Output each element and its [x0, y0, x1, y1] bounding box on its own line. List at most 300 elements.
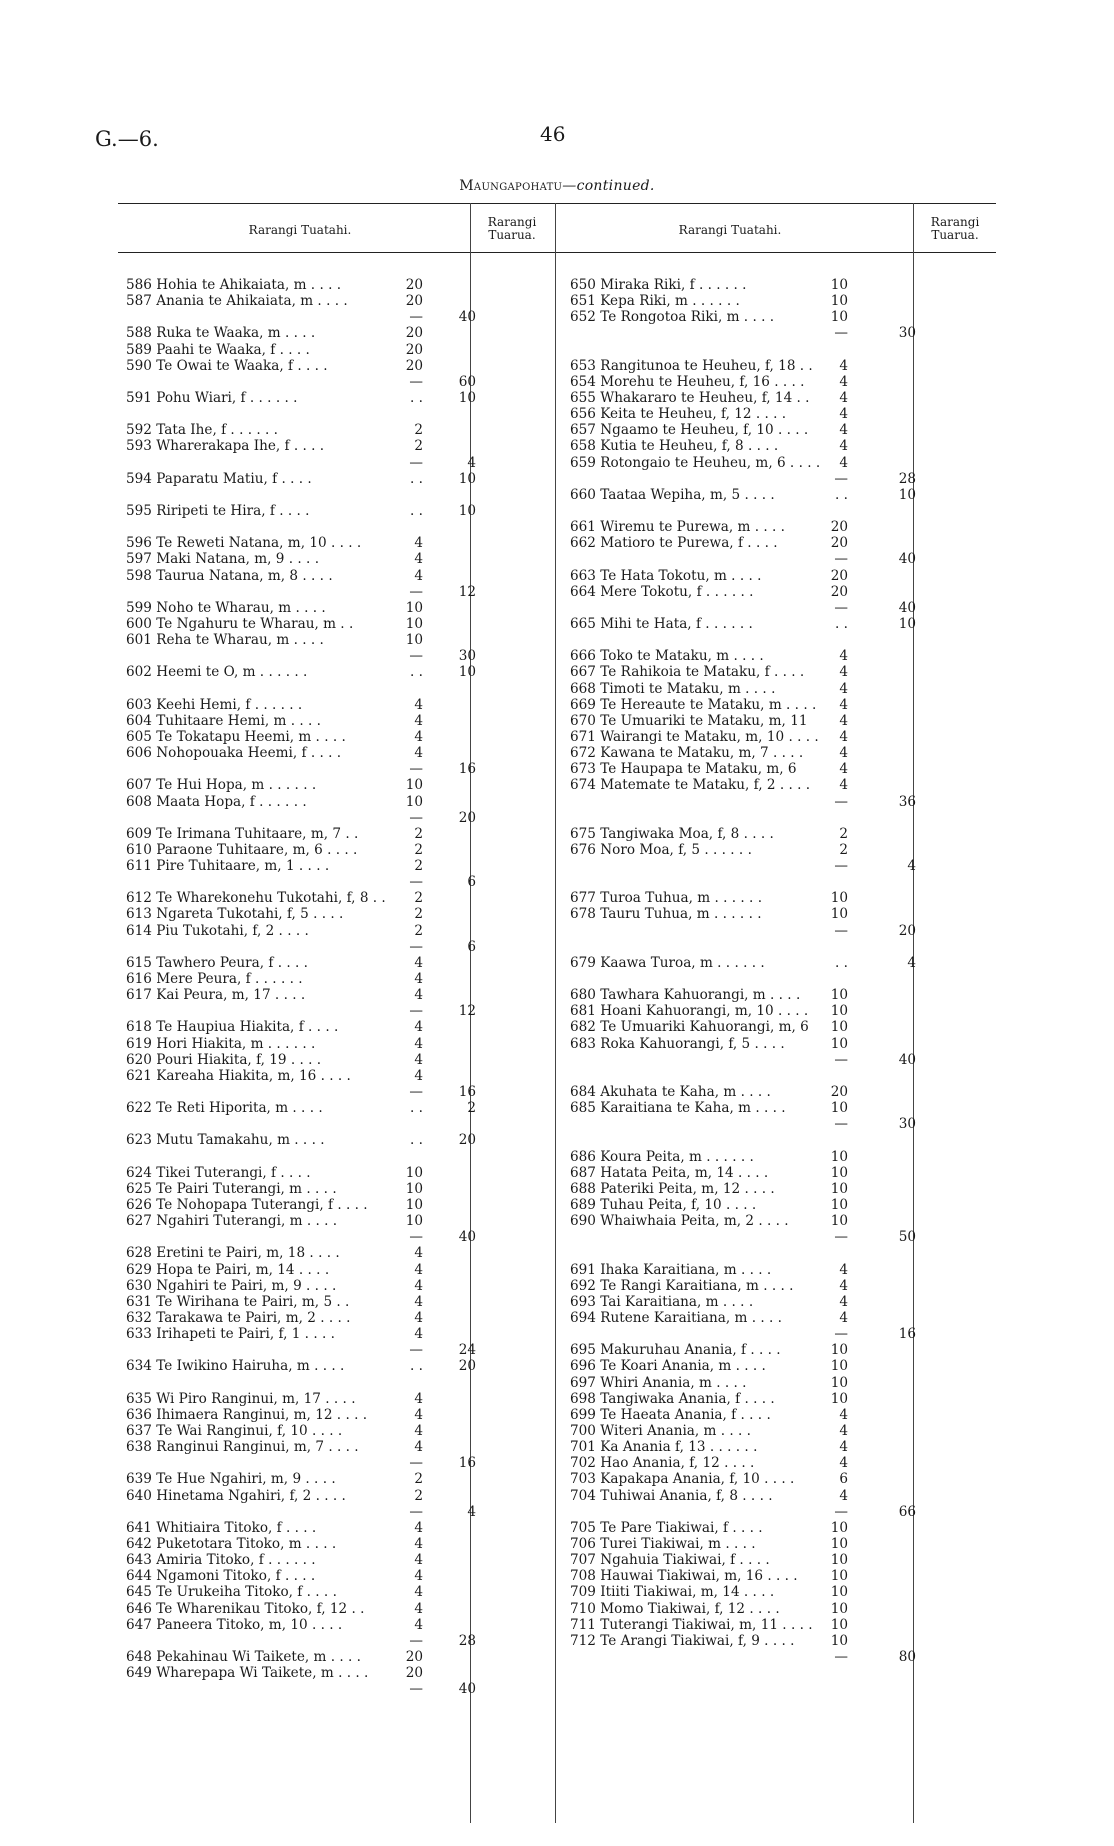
- list-item: [126, 632, 566, 648]
- entry-share: 20: [830, 583, 848, 600]
- entry-name: 600 Te Ngahuru te Wharau, m . .: [126, 615, 354, 632]
- entry-name: 586 Hohia te Ahikaiata, m . . . .: [126, 277, 342, 293]
- entry-share: 4: [839, 1406, 848, 1423]
- list-item: [126, 745, 566, 761]
- list-item: [126, 438, 566, 454]
- entry-share: 4: [414, 1584, 423, 1601]
- section-title-main: Maungapohatu: [459, 178, 563, 194]
- list-item: [570, 1391, 1002, 1407]
- list-item: [126, 810, 566, 826]
- left-column: [126, 277, 566, 1697]
- entry-share: 4: [839, 422, 848, 439]
- entry-share: 10: [830, 1035, 848, 1052]
- list-item: [570, 1084, 1002, 1100]
- entry-name: 628 Eretini te Pairi, m, 18 . . . .: [126, 1245, 340, 1262]
- entry-name: 672 Kawana te Mataku, m, 7 . . . .: [570, 745, 804, 762]
- entry-name: 663 Te Hata Tokotu, m . . . .: [570, 567, 762, 584]
- entry-name: 662 Matioro te Purewa, f . . . .: [570, 535, 778, 552]
- entry-share: 4: [839, 1455, 848, 1472]
- group-total: 20: [898, 922, 916, 939]
- list-item: [570, 1213, 1002, 1229]
- left-name-header: Rarangi Tuatahi.: [248, 223, 352, 237]
- entry-share: —: [409, 648, 423, 665]
- list-item: [570, 1149, 1002, 1165]
- list-item: [126, 1455, 566, 1471]
- entry-share: 4: [839, 389, 848, 406]
- list-item: [570, 455, 1002, 471]
- list-item: [570, 1568, 1002, 1584]
- entry-share: 4: [414, 1326, 423, 1343]
- entry-name: 701 Ka Anania f, 13 . . . . . .: [570, 1439, 758, 1456]
- list-item: [570, 1165, 1002, 1181]
- list-item: [570, 745, 1002, 761]
- list-item: [126, 535, 566, 551]
- entry-share: —: [834, 922, 848, 939]
- entry-name: 708 Hauwai Tiakiwai, m, 16 . . . .: [570, 1568, 798, 1585]
- list-item: [570, 1455, 1002, 1471]
- list-item: [570, 632, 1002, 648]
- entry-name: 627 Ngahiri Tuterangi, m . . . .: [126, 1213, 338, 1230]
- entry-name: 685 Karaitiana te Kaha, m . . . .: [570, 1100, 786, 1117]
- entry-name: 615 Tawhero Peura, f . . . .: [126, 954, 309, 971]
- group-total: 40: [458, 309, 476, 326]
- entry-name: 647 Paneera Titoko, m, 10 . . . .: [126, 1616, 343, 1633]
- list-item: [126, 568, 566, 584]
- list-item: [126, 939, 566, 955]
- list-item: [126, 1019, 566, 1035]
- entry-name: 629 Hopa te Pairi, m, 14 . . . .: [126, 1261, 330, 1278]
- list-item: [570, 697, 1002, 713]
- entry-share: 20: [830, 535, 848, 552]
- entry-name: 684 Akuhata te Kaha, m . . . .: [570, 1084, 771, 1101]
- entry-share: 20: [405, 1665, 423, 1682]
- entry-share: 2: [414, 841, 423, 858]
- group-total: 6: [467, 874, 476, 891]
- list-item: [126, 1197, 566, 1213]
- entry-name: 674 Matemate te Mataku, f, 2 . . . .: [570, 777, 811, 794]
- list-item: [126, 1633, 566, 1649]
- entry-name: 669 Te Hereaute te Mataku, m . . . .: [570, 696, 817, 713]
- entry-share: 10: [405, 615, 423, 632]
- entry-name: 689 Tuhau Peita, f, 10 . . . .: [570, 1197, 757, 1214]
- entry-name: 671 Wairangi te Mataku, m, 10 . . . .: [570, 728, 819, 745]
- entry-share: 4: [414, 954, 423, 971]
- entry-share: 4: [414, 1390, 423, 1407]
- entry-name: 698 Tangiwaka Anania, f . . . .: [570, 1390, 775, 1407]
- entry-name: 667 Te Rahikoia te Mataku, f . . . .: [570, 664, 805, 681]
- section-title-continued: —continued.: [562, 178, 655, 194]
- entry-name: 653 Rangitunoa te Heuheu, f, 18 . .: [570, 357, 813, 374]
- list-item: [570, 1262, 1002, 1278]
- entry-name: 622 Te Reti Hiporita, m . . . .: [126, 1100, 323, 1117]
- list-item: [570, 309, 1002, 325]
- list-item: [570, 648, 1002, 664]
- entry-share: 20: [830, 1084, 848, 1101]
- entry-share: 10: [830, 1358, 848, 1375]
- group-total: 10: [458, 389, 476, 406]
- list-item: [570, 471, 1002, 487]
- entry-name: 695 Makuruhau Anania, f . . . .: [570, 1342, 781, 1359]
- entry-share: 2: [414, 825, 423, 842]
- list-item: [570, 1036, 1002, 1052]
- list-item: [126, 777, 566, 793]
- group-total: 10: [898, 615, 916, 632]
- list-item: [126, 358, 566, 374]
- entry-share: 4: [414, 551, 423, 568]
- entry-share: 4: [414, 1245, 423, 1262]
- entry-share: 4: [839, 680, 848, 697]
- entry-name: 686 Koura Peita, m . . . . . .: [570, 1148, 754, 1165]
- entry-name: 650 Miraka Riki, f . . . . . .: [570, 277, 747, 293]
- entry-share: 10: [830, 1003, 848, 1020]
- entry-share: 4: [839, 454, 848, 471]
- list-item: [126, 858, 566, 874]
- group-total: 30: [458, 648, 476, 665]
- list-item: [126, 1100, 566, 1116]
- list-item: [126, 342, 566, 358]
- entry-share: 4: [414, 1439, 423, 1456]
- list-item: [126, 1665, 566, 1681]
- entry-share: —: [834, 1648, 848, 1665]
- entry-share: 4: [839, 664, 848, 681]
- entry-name: 677 Turoa Tuhua, m . . . . . .: [570, 890, 763, 907]
- list-item: [570, 390, 1002, 406]
- entry-share: 4: [839, 1487, 848, 1504]
- right-column: [570, 277, 1002, 1665]
- entry-name: 611 Pire Tuhitaare, m, 1 . . . .: [126, 858, 330, 875]
- entry-share: 20: [405, 341, 423, 358]
- entry-share: 10: [830, 1213, 848, 1230]
- entry-name: 660 Taataa Wepiha, m, 5 . . . .: [570, 486, 775, 503]
- entry-name: 709 Itiiti Tiakiwai, m, 14 . . . .: [570, 1584, 775, 1601]
- group-total: 6: [467, 938, 476, 955]
- entry-share: —: [409, 1229, 423, 1246]
- entry-share: 4: [414, 1552, 423, 1569]
- list-item: [126, 1375, 566, 1391]
- entry-name: 612 Te Wharekonehu Tukotahi, f, 8 . .: [126, 890, 386, 907]
- list-item: [126, 1358, 566, 1374]
- entry-share: 10: [830, 1552, 848, 1569]
- document-reference: G.—6.: [95, 127, 159, 151]
- list-item: [126, 616, 566, 632]
- entry-name: 665 Mihi te Hata, f . . . . . .: [570, 615, 753, 632]
- list-item: [126, 309, 566, 325]
- list-item: [126, 842, 566, 858]
- list-item: [570, 810, 1002, 826]
- group-total: 4: [467, 1503, 476, 1520]
- entry-name: 656 Keita te Heuheu, f, 12 . . . .: [570, 406, 787, 423]
- entry-share: . .: [835, 615, 848, 632]
- list-item: [126, 1584, 566, 1600]
- entry-share: 4: [414, 745, 423, 762]
- entry-name: 592 Tata Ihe, f . . . . . .: [126, 422, 278, 439]
- list-item: [570, 1229, 1002, 1245]
- entry-name: 603 Keehi Hemi, f . . . . . .: [126, 696, 303, 713]
- entry-name: 678 Tauru Tuhua, m . . . . . .: [570, 906, 762, 923]
- entry-name: 607 Te Hui Hopa, m . . . . . .: [126, 777, 317, 794]
- entry-name: 606 Nohopouaka Heemi, f . . . .: [126, 745, 342, 762]
- entry-share: —: [409, 1681, 423, 1698]
- entry-name: 638 Ranginui Ranginui, m, 7 . . . .: [126, 1439, 359, 1456]
- entry-name: 641 Whitiaira Titoko, f . . . .: [126, 1519, 317, 1536]
- right-name-header: Rarangi Tuatahi.: [678, 223, 782, 237]
- list-item: [126, 761, 566, 777]
- entry-name: 705 Te Pare Tiakiwai, f . . . .: [570, 1519, 763, 1536]
- list-item: [570, 681, 1002, 697]
- entry-share: 4: [414, 696, 423, 713]
- group-total: 20: [458, 1358, 476, 1375]
- list-item: [570, 1100, 1002, 1116]
- list-item: [570, 1471, 1002, 1487]
- entry-name: 632 Tarakawa te Pairi, m, 2 . . . .: [126, 1310, 351, 1326]
- entry-share: 2: [414, 438, 423, 455]
- entry-share: —: [409, 1342, 423, 1359]
- entry-name: 596 Te Reweti Natana, m, 10 . . . .: [126, 535, 362, 552]
- entry-share: 4: [414, 728, 423, 745]
- entry-share: 4: [839, 1261, 848, 1278]
- list-item: [570, 971, 1002, 987]
- entry-share: 4: [414, 1519, 423, 1536]
- entry-share: 20: [405, 1648, 423, 1665]
- entry-name: 676 Noro Moa, f, 5 . . . . . .: [570, 841, 752, 858]
- entry-share: 4: [414, 1406, 423, 1423]
- list-item: [570, 487, 1002, 503]
- entry-name: 651 Kepa Riki, m . . . . . .: [570, 293, 740, 310]
- entry-share: 20: [405, 277, 423, 293]
- group-total: 40: [898, 551, 916, 568]
- entry-name: 688 Pateriki Peita, m, 12 . . . .: [570, 1180, 775, 1197]
- list-item: [570, 1181, 1002, 1197]
- entry-name: 710 Momo Tiakiwai, f, 12 . . . .: [570, 1600, 780, 1617]
- entry-share: —: [409, 454, 423, 471]
- group-total: 16: [458, 761, 476, 778]
- entry-share: 4: [414, 1568, 423, 1585]
- entry-name: 655 Whakararo te Heuheu, f, 14 . .: [570, 389, 810, 406]
- entry-share: 4: [839, 357, 848, 374]
- entry-share: —: [834, 1229, 848, 1246]
- group-total: 20: [458, 809, 476, 826]
- entry-share: 4: [414, 987, 423, 1004]
- list-item: [126, 1278, 566, 1294]
- entry-name: 630 Ngahiri te Pairi, m, 9 . . . .: [126, 1277, 337, 1294]
- list-item: [570, 1488, 1002, 1504]
- entry-share: 10: [830, 987, 848, 1004]
- group-total: 40: [458, 1229, 476, 1246]
- group-total: 10: [458, 664, 476, 681]
- group-total: 16: [458, 1084, 476, 1101]
- entry-share: 4: [839, 648, 848, 665]
- list-item: [570, 535, 1002, 551]
- group-total: 4: [907, 954, 916, 971]
- entry-share: 4: [839, 438, 848, 455]
- entry-name: 687 Hatata Peita, m, 14 . . . .: [570, 1164, 769, 1181]
- entry-share: —: [409, 373, 423, 390]
- list-item: [570, 422, 1002, 438]
- entry-share: . .: [835, 954, 848, 971]
- entry-share: 2: [839, 841, 848, 858]
- list-item: [570, 826, 1002, 842]
- entry-share: 2: [414, 890, 423, 907]
- entry-name: 591 Pohu Wiari, f . . . . . .: [126, 389, 298, 406]
- entry-share: . .: [410, 470, 423, 487]
- list-item: [126, 487, 566, 503]
- list-item: [570, 503, 1002, 519]
- entry-share: 4: [839, 1277, 848, 1294]
- entry-share: 10: [830, 1390, 848, 1407]
- list-item: [126, 1391, 566, 1407]
- list-item: [126, 1149, 566, 1165]
- list-item: [570, 1520, 1002, 1536]
- table-header-rule: [118, 252, 996, 253]
- right-second-header: Rarangi Tuarua.: [930, 215, 980, 242]
- list-item: [126, 906, 566, 922]
- list-item: [126, 1084, 566, 1100]
- list-item: [126, 1036, 566, 1052]
- list-item: [126, 713, 566, 729]
- list-item: [126, 1165, 566, 1181]
- list-item: [126, 1342, 566, 1358]
- entry-share: . .: [410, 1100, 423, 1117]
- list-item: [126, 697, 566, 713]
- entry-name: 711 Tuterangi Tiakiwai, m, 11 . . . .: [570, 1616, 813, 1633]
- list-item: [126, 390, 566, 406]
- list-item: [126, 406, 566, 422]
- entry-name: 605 Te Tokatapu Heemi, m . . . .: [126, 728, 346, 745]
- list-item: [126, 1132, 566, 1148]
- list-item: [570, 1617, 1002, 1633]
- list-item: [126, 1488, 566, 1504]
- list-item: [126, 1617, 566, 1633]
- entry-share: —: [409, 1084, 423, 1101]
- entry-share: 10: [830, 1374, 848, 1391]
- entry-name: 604 Tuhitaare Hemi, m . . . .: [126, 712, 321, 729]
- entry-name: 617 Kai Peura, m, 17 . . . .: [126, 987, 306, 1004]
- entry-name: 673 Te Haupapa te Mataku, m, 6: [570, 761, 797, 778]
- list-item: [570, 1245, 1002, 1261]
- entry-share: 10: [830, 1568, 848, 1585]
- group-total: 50: [898, 1229, 916, 1246]
- entry-share: 4: [839, 406, 848, 423]
- entry-share: 10: [830, 890, 848, 907]
- list-item: [570, 568, 1002, 584]
- entry-share: 4: [414, 712, 423, 729]
- entry-share: 4: [414, 1600, 423, 1617]
- group-total: 30: [898, 1116, 916, 1133]
- list-item: [126, 1568, 566, 1584]
- entry-name: 645 Te Urukeiha Titoko, f . . . .: [126, 1584, 337, 1601]
- entry-name: 644 Ngamoni Titoko, f . . . .: [126, 1568, 316, 1585]
- list-item: [570, 1197, 1002, 1213]
- entry-name: 602 Heemi te O, m . . . . . .: [126, 664, 308, 681]
- entry-share: 20: [405, 325, 423, 342]
- entry-share: . .: [410, 664, 423, 681]
- entry-share: 10: [830, 1148, 848, 1165]
- group-total: 28: [898, 470, 916, 487]
- list-item: [126, 1649, 566, 1665]
- entry-share: —: [834, 551, 848, 568]
- entry-share: 4: [414, 1277, 423, 1294]
- entry-name: 631 Te Wirihana te Pairi, m, 5 . .: [126, 1293, 350, 1310]
- entry-share: . .: [410, 1358, 423, 1375]
- list-item: [126, 1181, 566, 1197]
- entry-share: 10: [830, 1535, 848, 1552]
- list-item: [570, 1278, 1002, 1294]
- entry-share: —: [834, 1326, 848, 1343]
- list-item: [570, 325, 1002, 341]
- entry-share: . .: [410, 502, 423, 519]
- list-item: [126, 987, 566, 1003]
- entry-share: 4: [839, 696, 848, 713]
- entry-name: 594 Paparatu Matiu, f . . . .: [126, 470, 312, 487]
- entry-share: 2: [414, 858, 423, 875]
- list-item: [570, 1003, 1002, 1019]
- entry-name: 696 Te Koari Anania, m . . . .: [570, 1358, 766, 1375]
- entry-share: 4: [839, 761, 848, 778]
- list-item: [126, 1423, 566, 1439]
- entry-share: —: [834, 325, 848, 342]
- list-item: [126, 874, 566, 890]
- list-item: [570, 1294, 1002, 1310]
- list-item: [570, 1584, 1002, 1600]
- entry-share: 4: [414, 1310, 423, 1326]
- list-item: [126, 519, 566, 535]
- list-item: [570, 358, 1002, 374]
- list-item: [126, 1439, 566, 1455]
- entry-name: 636 Ihimaera Ranginui, m, 12 . . . .: [126, 1406, 368, 1423]
- entry-name: 619 Hori Hiakita, m . . . . . .: [126, 1035, 316, 1052]
- entry-share: 4: [414, 971, 423, 988]
- list-item: [570, 858, 1002, 874]
- list-item: [570, 374, 1002, 390]
- entry-name: 690 Whaiwhaia Peita, m, 2 . . . .: [570, 1213, 789, 1230]
- group-total: 28: [458, 1632, 476, 1649]
- group-total: 20: [458, 1132, 476, 1149]
- entry-share: 4: [414, 1051, 423, 1068]
- entry-share: 10: [830, 906, 848, 923]
- list-item: [570, 923, 1002, 939]
- left-second-header: Rarangi Tuarua.: [487, 215, 537, 242]
- group-total: 36: [898, 793, 916, 810]
- entry-share: —: [409, 1455, 423, 1472]
- list-item: [126, 455, 566, 471]
- list-item: [126, 1681, 566, 1697]
- list-item: [126, 277, 566, 293]
- list-item: [126, 325, 566, 341]
- entry-share: —: [834, 1051, 848, 1068]
- entry-name: 697 Whiri Anania, m . . . .: [570, 1374, 747, 1391]
- entry-share: 4: [839, 1310, 848, 1326]
- entry-name: 657 Ngaamo te Heuheu, f, 10 . . . .: [570, 422, 809, 439]
- entry-share: 10: [405, 632, 423, 649]
- list-item: [570, 1358, 1002, 1374]
- entry-share: —: [834, 1503, 848, 1520]
- list-item: [126, 1407, 566, 1423]
- list-item: [570, 519, 1002, 535]
- entry-share: 4: [414, 1067, 423, 1084]
- list-item: [126, 1552, 566, 1568]
- entry-share: 4: [839, 373, 848, 390]
- entry-name: 693 Tai Karaitiana, m . . . .: [570, 1293, 754, 1310]
- entry-name: 707 Ngahuia Tiakiwai, f . . . .: [570, 1552, 770, 1569]
- entry-share: 10: [405, 1197, 423, 1214]
- entry-name: 635 Wi Piro Ranginui, m, 17 . . . .: [126, 1390, 356, 1407]
- entry-name: 608 Maata Hopa, f . . . . . .: [126, 793, 307, 810]
- group-total: 60: [458, 373, 476, 390]
- list-item: [126, 1294, 566, 1310]
- entry-share: 10: [830, 1180, 848, 1197]
- entry-share: 2: [414, 922, 423, 939]
- entry-name: 639 Te Hue Ngahiri, m, 9 . . . .: [126, 1471, 336, 1488]
